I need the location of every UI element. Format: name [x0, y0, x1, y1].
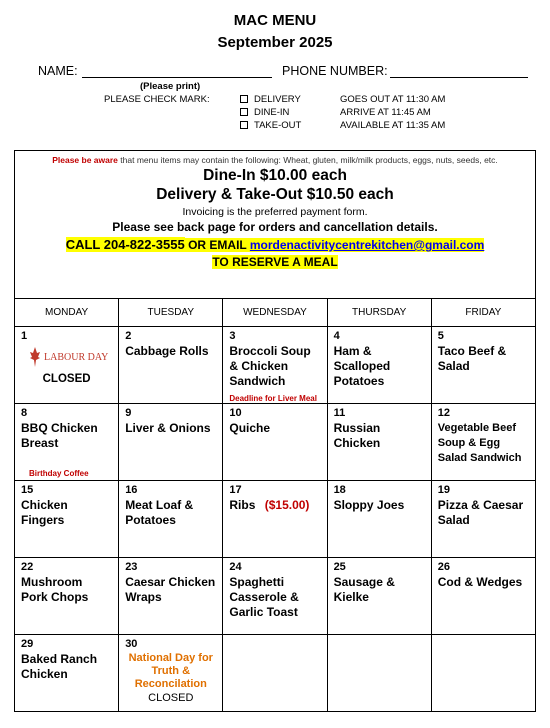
calendar-cell	[223, 558, 327, 635]
day-number: 17	[229, 484, 242, 496]
calendar-cell	[431, 558, 535, 635]
menu-title: MAC MENU	[233, 12, 317, 29]
allergen-notice	[15, 155, 535, 166]
calendar-cell	[327, 558, 431, 635]
calendar-cell	[119, 481, 223, 558]
meal-name: BBQ Chicken Breast	[21, 421, 98, 450]
menu-calendar	[14, 298, 536, 712]
option-dine-in[interactable]	[240, 107, 289, 118]
day-number: 23	[125, 561, 138, 573]
meal-name: Cod & Wedges	[437, 575, 523, 589]
day-number: 25	[333, 561, 346, 573]
calendar-cell	[327, 404, 431, 481]
dine-in-price: Dine-In $10.00 each	[203, 167, 347, 184]
invoicing-note: Invoicing is the preferred payment form.	[182, 206, 368, 218]
menu-month: September 2025	[217, 34, 333, 51]
day-number: 29	[21, 638, 34, 650]
call-label: CALL	[65, 237, 101, 252]
day-number: 11	[333, 407, 346, 419]
reserve-meal-text: TO RESERVE A MEAL	[212, 255, 338, 269]
day-number: 1	[21, 330, 28, 342]
calendar-cell	[223, 327, 327, 404]
calendar-cell	[223, 404, 327, 481]
dine-in-checkbox[interactable]	[240, 108, 248, 116]
day-number: 10	[229, 407, 242, 419]
meal-name: Liver & Onions	[125, 421, 211, 435]
calendar-cell	[119, 635, 223, 712]
option-take-out[interactable]	[240, 120, 301, 131]
day-header: MONDAY	[15, 299, 119, 327]
meal-name: Spaghetti Casserole & Garlic Toast	[229, 575, 299, 619]
calendar-cell	[119, 558, 223, 635]
day-number: 15	[21, 484, 34, 496]
day-number: 8	[21, 407, 28, 419]
option-label: DELIVERY	[254, 94, 301, 105]
delivery-checkbox[interactable]	[240, 95, 248, 103]
day-number: 26	[437, 561, 450, 573]
reserve-line	[15, 237, 535, 252]
day-number: 16	[125, 484, 138, 496]
meal-name: Meat Loaf & Potatoes	[125, 498, 194, 527]
or-email-label: OR EMAIL	[188, 238, 247, 252]
calendar-cell	[119, 327, 223, 404]
dine-in-time: ARRIVE AT 11:45 AM	[340, 107, 431, 118]
meal-name: Taco Beef & Salad	[437, 344, 507, 373]
day-number: 12	[437, 407, 450, 419]
take-out-time: AVAILABLE AT 11:35 AM	[340, 120, 446, 131]
delivery-time: GOES OUT AT 11:30 AM	[340, 94, 446, 105]
day-number: 22	[21, 561, 34, 573]
reserve-meal-line	[15, 255, 535, 269]
meal-name: Baked Ranch Chicken	[21, 652, 98, 681]
phone-label: PHONE NUMBER:	[282, 64, 388, 78]
deadline-note: Deadline for Liver Meal	[229, 394, 317, 403]
truth-reconciliation-note: National Day for Truth & Reconcilation	[128, 652, 213, 690]
meal-name: Pizza & Caesar Salad	[437, 498, 524, 527]
calendar-cell	[431, 481, 535, 558]
day-number: 3	[229, 330, 236, 342]
delivery-price: Delivery & Take-Out $10.50 each	[156, 186, 394, 203]
meal-name: Chicken Fingers	[21, 498, 68, 527]
day-header: WEDNESDAY	[223, 299, 327, 327]
meal-name: Caesar Chicken Wraps	[125, 575, 216, 604]
check-mark-label: PLEASE CHECK MARK:	[104, 94, 210, 105]
day-number: 18	[333, 484, 346, 496]
calendar-cell-empty	[431, 635, 535, 712]
calendar-cell-empty	[327, 635, 431, 712]
phone-number: 204-822-3555	[103, 237, 185, 252]
info-box	[14, 150, 536, 300]
calendar-cell	[327, 327, 431, 404]
please-print-note: (Please print)	[140, 81, 201, 92]
allergen-text: that menu items may contain the following: Wheat, gluten, milk/milk products, eggs, nuts, seeds, etc.	[120, 155, 498, 165]
meal-name: Ribs	[229, 498, 256, 512]
day-header: FRIDAY	[431, 299, 535, 327]
meal-name: Vegetable Beef Soup & Egg Salad Sandwich	[437, 422, 522, 464]
closed-label: CLOSED	[148, 692, 194, 704]
email-link[interactable]: mordenactivitycentrekitchen@gmail.com	[249, 238, 485, 252]
day-number: 9	[125, 407, 132, 419]
calendar-cell	[119, 404, 223, 481]
phone-field[interactable]	[390, 77, 528, 78]
day-number: 5	[437, 330, 444, 342]
calendar-cell	[15, 635, 119, 712]
name-label: NAME:	[38, 64, 78, 78]
calendar-cell	[327, 481, 431, 558]
back-page-note: Please see back page for orders and cancellation details.	[112, 220, 438, 234]
calendar-cell	[431, 404, 535, 481]
meal-name: Cabbage Rolls	[125, 344, 209, 358]
calendar-cell	[223, 481, 327, 558]
day-number: 30	[125, 638, 138, 650]
allergen-warning-label: Please be aware	[52, 155, 118, 165]
calendar-cell	[15, 404, 119, 481]
meal-name: Sausage & Kielke	[333, 575, 395, 604]
option-delivery[interactable]	[240, 94, 301, 105]
calendar-cell	[431, 327, 535, 404]
day-number: 19	[437, 484, 450, 496]
take-out-checkbox[interactable]	[240, 121, 248, 129]
calendar-cell	[15, 558, 119, 635]
option-label: DINE-IN	[254, 107, 290, 118]
day-header: TUESDAY	[119, 299, 223, 327]
meal-name: Ham & Scalloped Potatoes	[333, 344, 391, 388]
option-label: TAKE-OUT	[254, 120, 302, 131]
ribs-price: ($15.00)	[264, 498, 310, 512]
labour-day-text: LABOUR DAY	[44, 351, 109, 363]
meal-name: Broccoli Soup & Chicken Sandwich	[229, 344, 311, 388]
meal-name: Quiche	[229, 421, 271, 435]
birthday-coffee-note: Birthday Coffee	[29, 469, 89, 478]
meal-name: Sloppy Joes	[333, 498, 405, 512]
meal-name: Mushroom Pork Chops	[21, 575, 89, 604]
day-number: 24	[229, 561, 242, 573]
calendar-cell	[15, 481, 119, 558]
maple-leaf-icon	[29, 346, 41, 368]
meal-name: Russian Chicken	[333, 421, 381, 450]
calendar-cell-empty	[223, 635, 327, 712]
day-number: 2	[125, 330, 132, 342]
closed-label: CLOSED	[42, 373, 91, 385]
day-header: THURSDAY	[327, 299, 431, 327]
labour-day-logo	[29, 346, 112, 368]
day-number: 4	[333, 330, 340, 342]
name-field[interactable]	[82, 77, 272, 78]
calendar-cell	[15, 327, 119, 404]
